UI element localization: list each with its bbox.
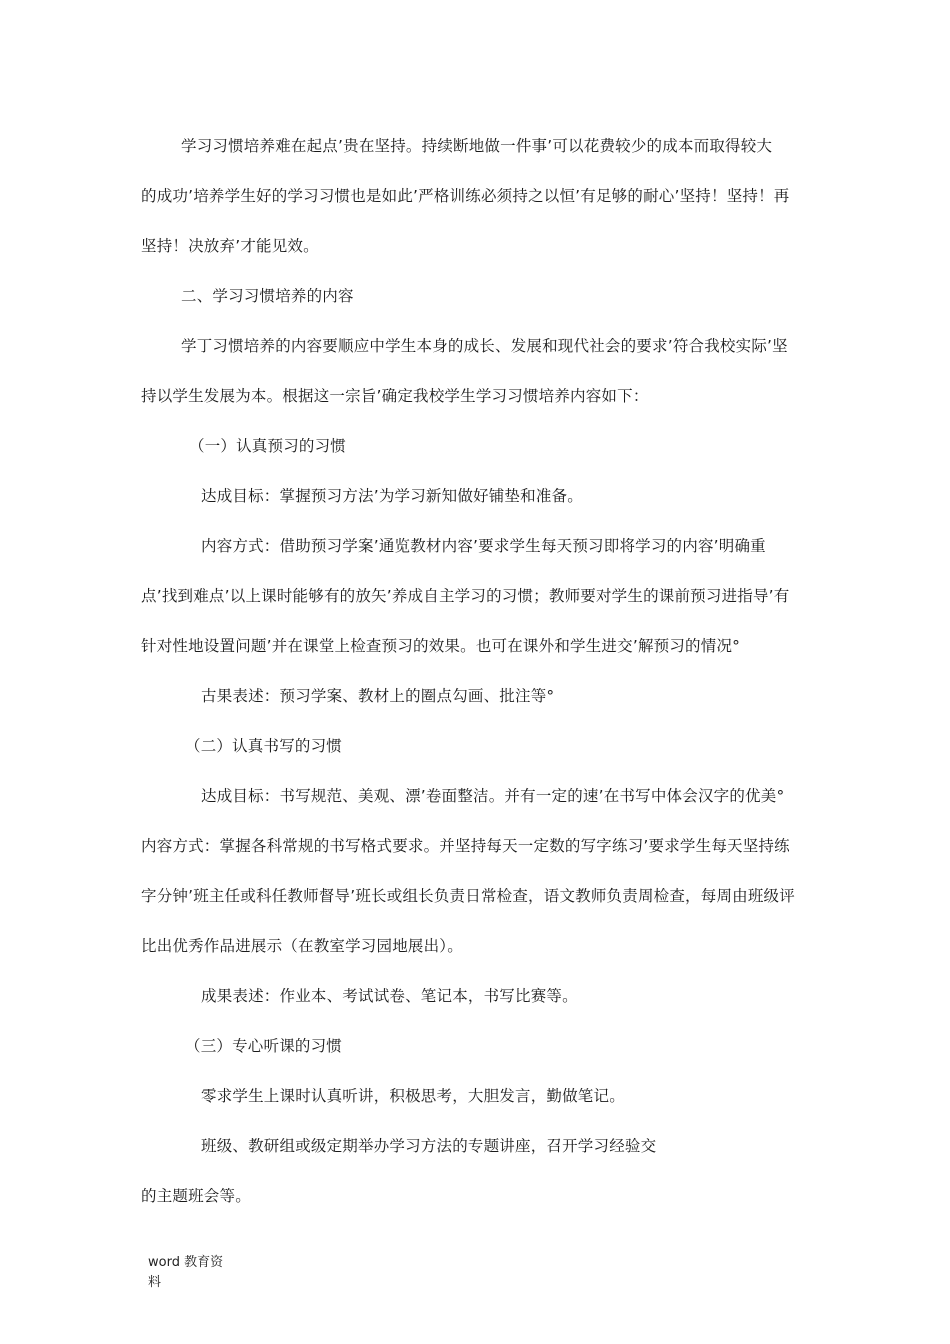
subheading-1: （一）认真预习的习惯 <box>189 437 347 455</box>
subheading-3: （三）专心听课的习惯 <box>185 1037 343 1055</box>
paragraph-line-3: 坚持！决放弃’才能见效。 <box>141 237 319 255</box>
paragraph-line-10: 点’找到难点’以上课时能够有的放矢’养成自主学习的习惯；教师要对学生的课前预习进指导’有 <box>141 587 790 605</box>
paragraph-line-16: 字分钟’班主任或科任教师督导’班长或组长负责日常检查，语文教师负责周检查，每周由班级评 <box>141 887 795 905</box>
paragraph-line-11: 针对性地设置问题’并在课堂上检查预习的效果。也可在课外和学生进交’解预习的情况° <box>141 637 741 655</box>
paragraph-line-9: 内容方式：借助预习学案’通览教材内容’要求学生每天预习即将学习的内容’明确重 <box>201 537 766 555</box>
paragraph-line-12: 古果表述：预习学案、教材上的圈点勾画、批注等° <box>201 687 555 705</box>
footer-line-1: word 教育资 <box>148 1255 224 1270</box>
paragraph-line-14: 达成目标：书写规范、美观、漂’卷面整洁。并有一定的速’在书写中体会汉字的优美° <box>201 787 785 805</box>
paragraph-line-6: 持以学生发展为本。根据这一宗旨’确定我校学生学习习惯培养内容如下： <box>141 387 649 405</box>
paragraph-line-18: 成果表述：作业本、考试试卷、笔记本，书写比赛等。 <box>201 987 578 1005</box>
paragraph-line-15: 内容方式：掌握各科常规的书写格式要求。并坚持每天一定数的写字练习’要求学生每天坚持练 <box>141 837 790 855</box>
paragraph-line-17: 比出优秀作品进展示（在教室学习园地展出）。 <box>141 937 463 955</box>
paragraph-line-21: 班级、教研组或级定期举办学习方法的专题讲座，召开学习经验交 <box>201 1137 657 1155</box>
footer-line-2: 料 <box>148 1275 162 1290</box>
paragraph-line-1: 学习习惯培养难在起点’贵在坚持。持续断地做一件事’可以花费较少的成本而取得较大 <box>181 137 773 155</box>
paragraph-line-8: 达成目标：掌握预习方法’为学习新知做好铺垫和准备。 <box>201 487 583 505</box>
paragraph-line-2: 的成功’培养学生好的学习习惯也是如此’严格训练必须持之以恒’有足够的耐心’坚持！坚持！再 <box>141 187 790 205</box>
subheading-2: （二）认真书写的习惯 <box>185 737 343 755</box>
paragraph-line-22: 的主题班会等。 <box>141 1187 251 1205</box>
page-footer <box>148 1253 223 1293</box>
section-heading: 二、学习习惯培养的内容 <box>181 287 354 305</box>
paragraph-line-5: 学丁习惯培养的内容要顺应中学生本身的成长、发展和现代社会的要求’符合我校实际’坚 <box>181 337 788 355</box>
paragraph-line-20: 零求学生上课时认真听讲，积极思考，大胆发言，勤做笔记。 <box>201 1087 625 1105</box>
